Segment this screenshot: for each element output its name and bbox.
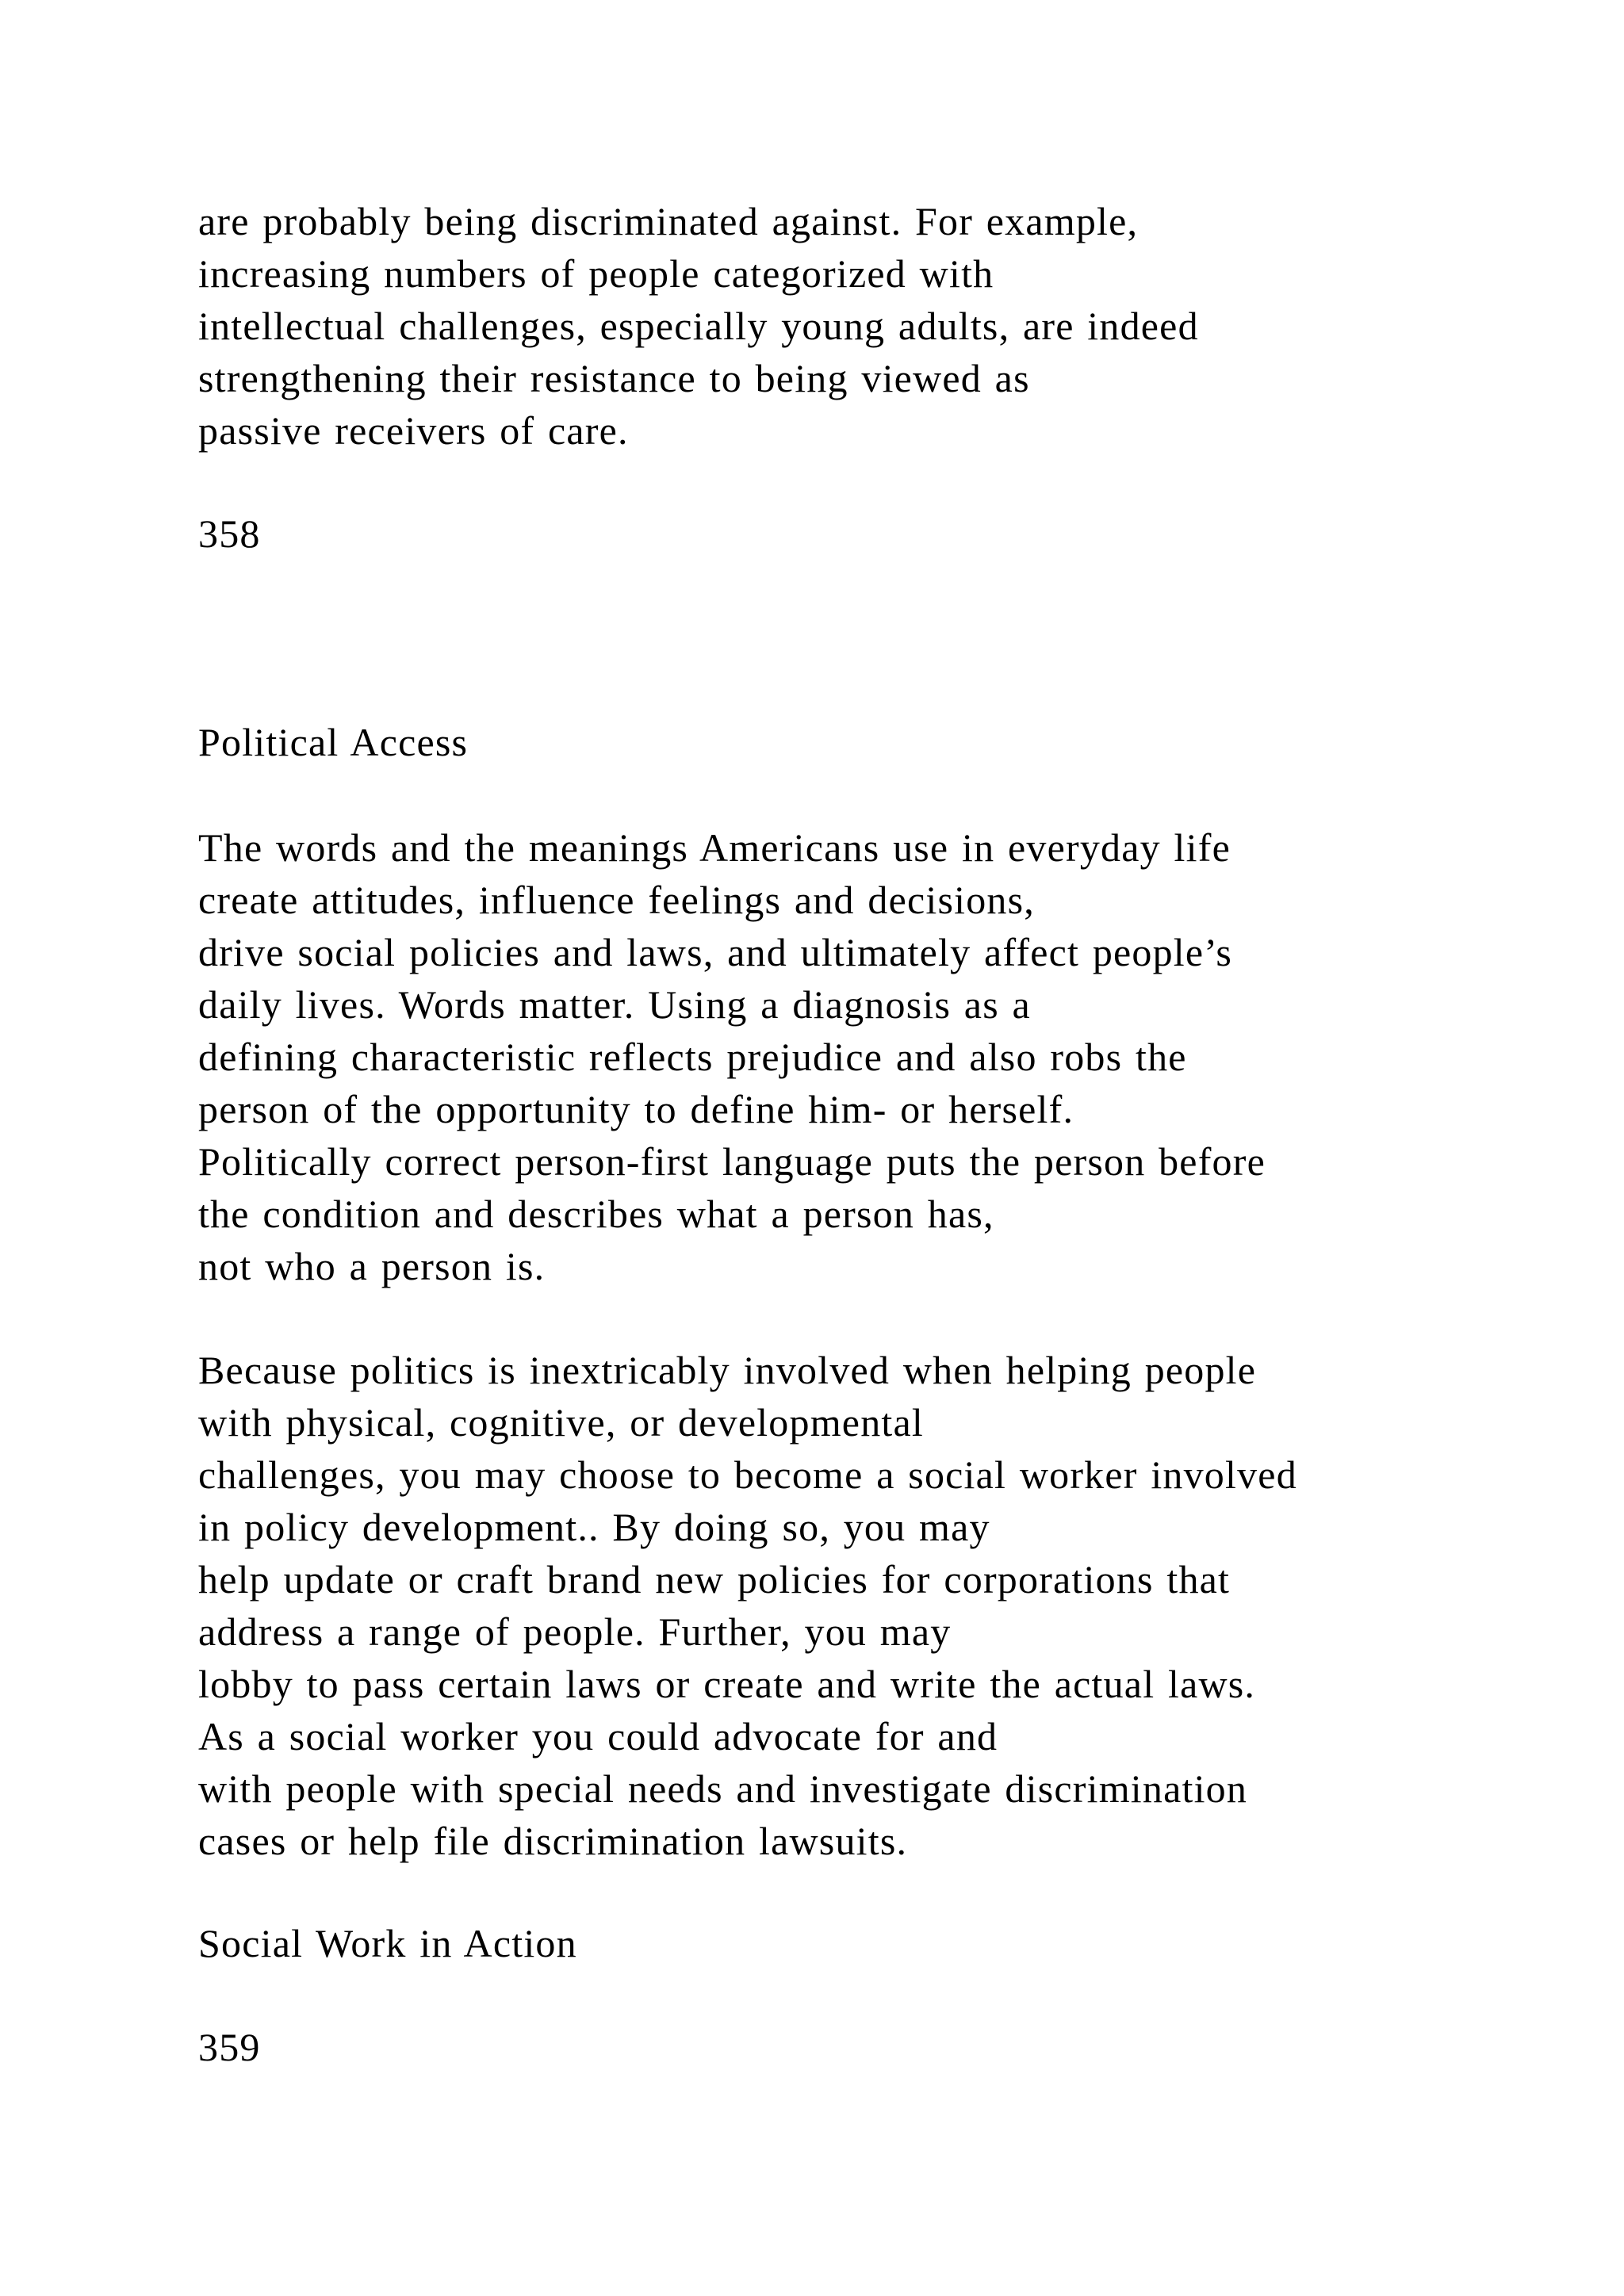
text-line: in policy development.. By doing so, you may [198,1505,990,1549]
text-line: help update or craft brand new policies for corporations that [198,1557,1231,1601]
text-line: with physical, cognitive, or developmental [198,1400,924,1445]
running-header: Social Work in Action [198,1921,577,1965]
text-line: As a social worker you could advocate for and [198,1714,998,1758]
text-line: not who a person is. [198,1244,546,1288]
text-line: passive receivers of care. [198,408,629,453]
text-line: The words and the meanings Americans use in everyday life [198,825,1231,870]
text-line: with people with special needs and investigate discrimination [198,1766,1248,1811]
section-heading: Political Access [198,720,469,764]
text-line: defining characteristic reflects prejudice and also robs the [198,1035,1187,1079]
text-line: strengthening their resistance to being viewed as [198,356,1030,400]
page-number: 358 [198,511,261,556]
text-line: cases or help file discrimination lawsuits. [198,1819,908,1863]
text-line: intellectual challenges, especially young adults, are indeed [198,304,1199,348]
text-line: create attitudes, influence feelings and decisions, [198,878,1035,922]
text-line: lobby to pass certain laws or create and write the actual laws. [198,1662,1256,1706]
text-line: address a range of people. Further, you may [198,1609,952,1654]
text-line: challenges, you may choose to become a social worker involved [198,1452,1297,1497]
text-line: Politically correct person-first language puts the person before [198,1139,1266,1184]
text-line: increasing numbers of people categorized with [198,251,994,296]
text-line: are probably being discriminated against. For example, [198,199,1139,243]
text-line: daily lives. Words matter. Using a diagnosis as a [198,982,1031,1027]
text-line: person of the opportunity to define him- or herself. [198,1087,1074,1131]
page-number: 359 [198,2025,261,2069]
text-line: drive social policies and laws, and ultimately affect people’s [198,930,1233,974]
text-line: Because politics is inextricably involved when helping people [198,1348,1257,1392]
text-line: the condition and describes what a person has, [198,1192,994,1236]
